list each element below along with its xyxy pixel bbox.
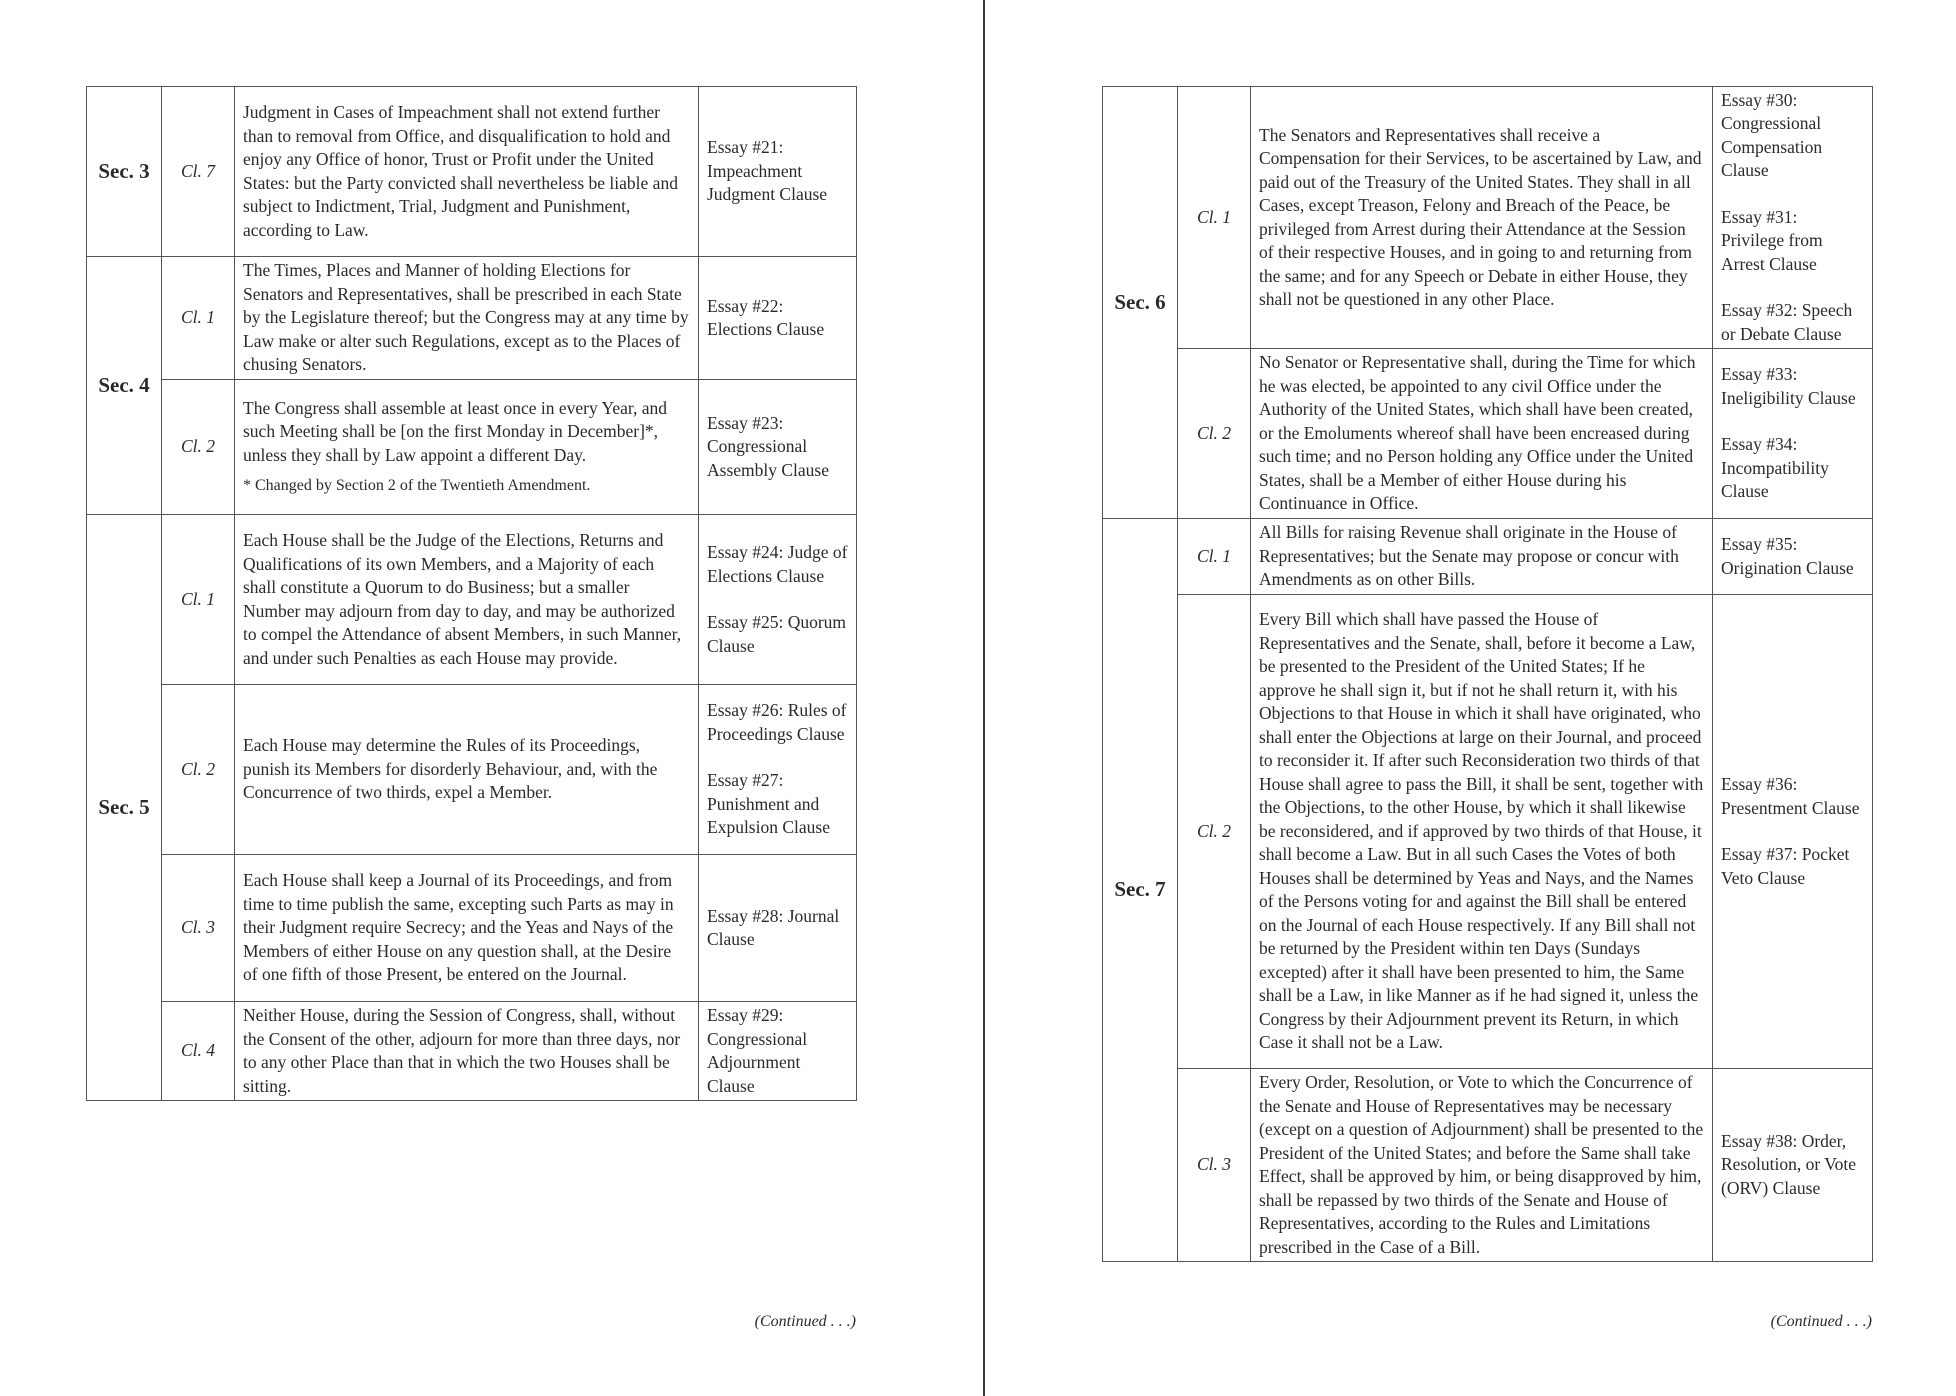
essay-references — [1713, 595, 1873, 1069]
continued-note: (Continued . . .) — [1770, 1313, 1872, 1330]
clause-text: Each House shall keep a Journal of its Proceedings, and from time to time publish the same, excepting such Parts as may in their Judgment require Secrecy; and the Yeas and Nays of the Members of either House on any question shall, at the Desire of one fifth of those Present, be entered on the Journal. — [235, 855, 699, 1002]
clause-text: All Bills for raising Revenue shall originate in the House of Representatives; but the Senate may propose or concur with Amendments as on other Bills. — [1251, 519, 1713, 595]
clause-label: Cl. 1 — [1178, 87, 1251, 349]
essay-references — [699, 380, 857, 515]
essay-link[interactable]: Essay #26: Rules of Proceedings Clause — [707, 700, 847, 744]
essay-link[interactable]: Essay #30: Congressional Compensation Clause — [1721, 89, 1823, 181]
left-page-table — [86, 86, 857, 1101]
amendment-footnote: * Changed by Section 2 of the Twentieth Amendment. — [243, 477, 591, 494]
table-row — [87, 257, 857, 380]
continued-note: (Continued . . .) — [754, 1313, 856, 1330]
essay-link[interactable]: Essay #33: Ineligibility Clause — [1721, 364, 1856, 408]
clause-text: No Senator or Representative shall, during the Time for which he was elected, be appointed to any civil Office under the Authority of the United States, which shall have been created, or the Emoluments whereof shall have been encreased during such time; and no Person holding any Office under the United States, shall be a Member of either House during his Continuance in Office. — [1251, 349, 1713, 519]
clause-text: The Times, Places and Manner of holding Elections for Senators and Representatives, shall be prescribed in each State by the Legislature thereof; but the Congress may at any time by Law make or alter such Regulations, except as to the Places of chusing Senators. — [235, 257, 699, 380]
page-spread-divider — [983, 0, 985, 1396]
clause-label: Cl. 2 — [1178, 595, 1251, 1069]
essay-link[interactable]: Essay #32: Speech or Debate Clause — [1721, 300, 1853, 344]
essay-link[interactable]: Essay #22: Elections Clause — [707, 295, 825, 339]
clause-text: Neither House, during the Session of Congress, shall, without the Consent of the other, adjourn for more than three days, nor to any other Place than that in which the two Houses shall be sitting. — [235, 1002, 699, 1101]
essay-link[interactable]: Essay #25: Quorum Clause — [707, 612, 847, 656]
essay-link[interactable]: Essay #37: Pocket Veto Clause — [1721, 844, 1850, 888]
clause-label: Cl. 1 — [1178, 519, 1251, 595]
clause-text-cell — [235, 380, 699, 515]
clause-text: The Senators and Representatives shall receive a Compensation for their Services, to be ascertained by Law, and paid out of the Treasury of the United States. They shall in all Cases, except Treason, Felony and Breach of the Peace, be privileged from Arrest during their Attendance at the Session of their respective Houses, and in going to and returning from the same; and for any Speech or Debate in either House, they shall not be questioned in any other Place. — [1251, 87, 1713, 349]
clause-label: Cl. 2 — [162, 380, 235, 515]
essay-link[interactable]: Essay #23: Congressional Assembly Clause — [707, 412, 830, 480]
clause-label: Cl. 1 — [162, 257, 235, 380]
clause-text: Every Bill which shall have passed the House of Representatives and the Senate, shall, before it become a Law, be presented to the President of the United States; If he approve he shall sign it, but if not he shall return it, with his Objections to that House in which it shall have originated, who shall enter the Objections at large on their Journal, and proceed to reconsider it. If after such Reconsideration two thirds of that House shall agree to pass the Bill, it shall be sent, together with the Objections, to the other House, by which it shall likewise be reconsidered, and if approved by two thirds of that House, it shall become a Law. But in all such Cases the Votes of both Houses shall be determined by Yeas and Nays, and the Names of the Persons voting for and against the Bill shall be entered on the Journal of each House respectively. If any Bill shall not be returned by the President within ten Days (Sundays excepted) after it shall have been presented to him, the Same shall be a Law, in like Manner as if he had signed it, unless the Congress by their Adjournment prevent its Return, in which Case it shall not be a Law. — [1251, 595, 1713, 1069]
essay-references — [699, 1002, 857, 1101]
essay-link[interactable]: Essay #21: Impeachment Judgment Clause — [707, 137, 828, 205]
section-label: Sec. 3 — [87, 87, 162, 257]
clause-text: Every Order, Resolution, or Vote to which the Concurrence of the Senate and House of Representatives may be necessary (except on a question of Adjournment) shall be presented to the President of the United States; and before the Same shall take Effect, shall be approved by him, or being disapproved by him, shall be repassed by two thirds of the Senate and House of Representatives, according to the Rules and Limitations prescribed in the Case of a Bill. — [1251, 1069, 1713, 1262]
essay-references — [699, 515, 857, 685]
table-row — [87, 855, 857, 1002]
clause-label: Cl. 2 — [162, 685, 235, 855]
clause-text: The Congress shall assemble at least once in every Year, and such Meeting shall be [on the first Monday in December]*, unless they shall by Law appoint a different Day. — [243, 397, 668, 465]
section-label: Sec. 7 — [1103, 519, 1178, 1262]
essay-link[interactable]: Essay #27: Punishment and Expulsion Clause — [707, 770, 830, 838]
clause-label: Cl. 2 — [1178, 349, 1251, 519]
section-label: Sec. 4 — [87, 257, 162, 515]
essay-link[interactable]: Essay #34: Incompatibility Clause — [1721, 434, 1829, 502]
essay-references — [1713, 519, 1873, 595]
essay-references — [1713, 349, 1873, 519]
section-label: Sec. 6 — [1103, 87, 1178, 519]
essay-link[interactable]: Essay #35: Origination Clause — [1721, 534, 1854, 578]
essay-link[interactable]: Essay #28: Journal Clause — [707, 905, 840, 949]
clause-label: Cl. 3 — [1178, 1069, 1251, 1262]
table-row — [1103, 519, 1873, 595]
clause-text: Each House may determine the Rules of its Proceedings, punish its Members for disorderly Behaviour, and, with the Concurrence of two thirds, expel a Member. — [235, 685, 699, 855]
right-page-table — [1102, 86, 1873, 1262]
essay-references — [699, 87, 857, 257]
essay-references — [1713, 87, 1873, 349]
table-row — [87, 1002, 857, 1101]
clause-label: Cl. 3 — [162, 855, 235, 1002]
essay-link[interactable]: Essay #36: Presentment Clause — [1721, 774, 1860, 818]
clause-label: Cl. 4 — [162, 1002, 235, 1101]
clause-text: Judgment in Cases of Impeachment shall not extend further than to removal from Office, and disqualification to hold and enjoy any Office of honor, Trust or Profit under the United States: but the Party convicted shall nevertheless be liable and subject to Indictment, Trial, Judgment and Punishment, according to Law. — [235, 87, 699, 257]
table-row — [1103, 87, 1873, 349]
essay-references — [699, 257, 857, 380]
table-row — [87, 87, 857, 257]
table-row — [1103, 595, 1873, 1069]
essay-link[interactable]: Essay #29: Congressional Adjournment Clause — [707, 1005, 808, 1096]
table-row — [87, 380, 857, 515]
section-label: Sec. 5 — [87, 515, 162, 1101]
essay-link[interactable]: Essay #31: Privilege from Arrest Clause — [1721, 206, 1823, 274]
table-row — [1103, 349, 1873, 519]
essay-references — [699, 855, 857, 1002]
clause-label: Cl. 1 — [162, 515, 235, 685]
essay-link[interactable]: Essay #38: Order, Resolution, or Vote (ORV) Clause — [1721, 1130, 1856, 1198]
table-row — [1103, 1069, 1873, 1262]
table-row — [87, 515, 857, 685]
essay-link[interactable]: Essay #24: Judge of Elections Clause — [707, 542, 848, 586]
clause-text: Each House shall be the Judge of the Elections, Returns and Qualifications of its own Members, and a Majority of each shall constitute a Quorum to do Business; but a smaller Number may adjourn from day to day, and may be authorized to compel the Attendance of absent Members, in such Manner, and under such Penalties as each House may provide. — [235, 515, 699, 685]
clause-label: Cl. 7 — [162, 87, 235, 257]
table-row — [87, 685, 857, 855]
essay-references — [1713, 1069, 1873, 1262]
essay-references — [699, 685, 857, 855]
